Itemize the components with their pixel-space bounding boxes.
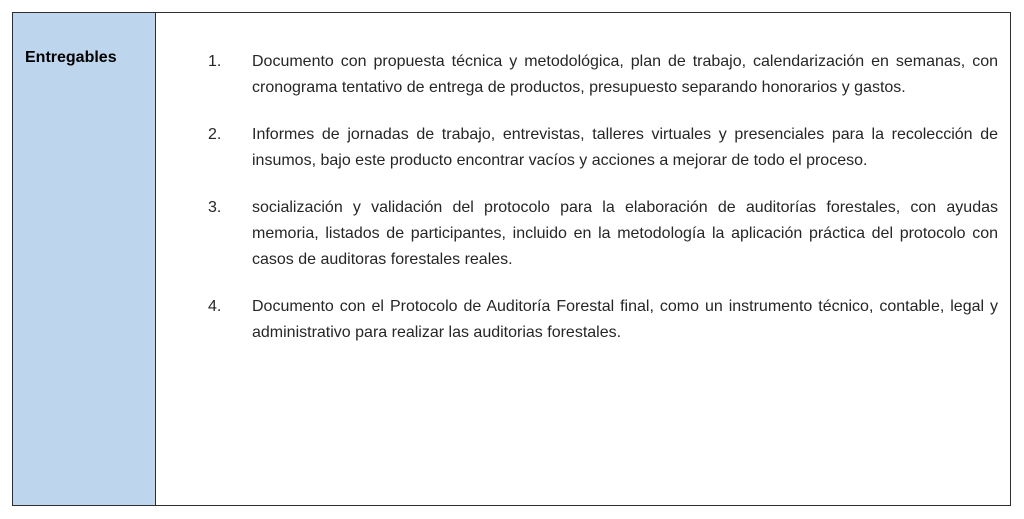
list-item <box>208 122 998 174</box>
item-text: Documento con el Protocolo de Auditoría Forestal final, como un instrumento técnico, contable, legal y administrativo para realizar las auditorias forestales. <box>252 298 998 341</box>
label-cell <box>13 13 156 505</box>
item-number: 2. <box>208 126 222 143</box>
list-item <box>208 195 998 273</box>
item-text: Documento con propuesta técnica y metodológica, plan de trabajo, calendarización en semanas, con cronograma tentativo de entrega de productos, presupuesto separando honorarios y gastos. <box>252 53 998 96</box>
item-number: 3. <box>208 199 222 216</box>
deliverables-list <box>208 49 998 346</box>
item-text: socialización y validación del protocolo para la elaboración de auditorías forestales, con ayudas memoria, listados de participantes, incluido en la metodología la aplicación práctica del protocolo con casos de auditoras forestales reales. <box>252 199 998 268</box>
list-item <box>208 294 998 346</box>
item-number: 4. <box>208 298 222 315</box>
item-number: 1. <box>208 53 222 70</box>
row-label: Entregables <box>25 49 117 66</box>
content-cell <box>156 13 1010 505</box>
item-text: Informes de jornadas de trabajo, entrevistas, talleres virtuales y presenciales para la recolección de insumos, bajo este producto encontrar vacíos y acciones a mejorar de todo el proceso. <box>252 126 998 169</box>
list-item <box>208 49 998 101</box>
deliverables-table <box>12 12 1011 506</box>
